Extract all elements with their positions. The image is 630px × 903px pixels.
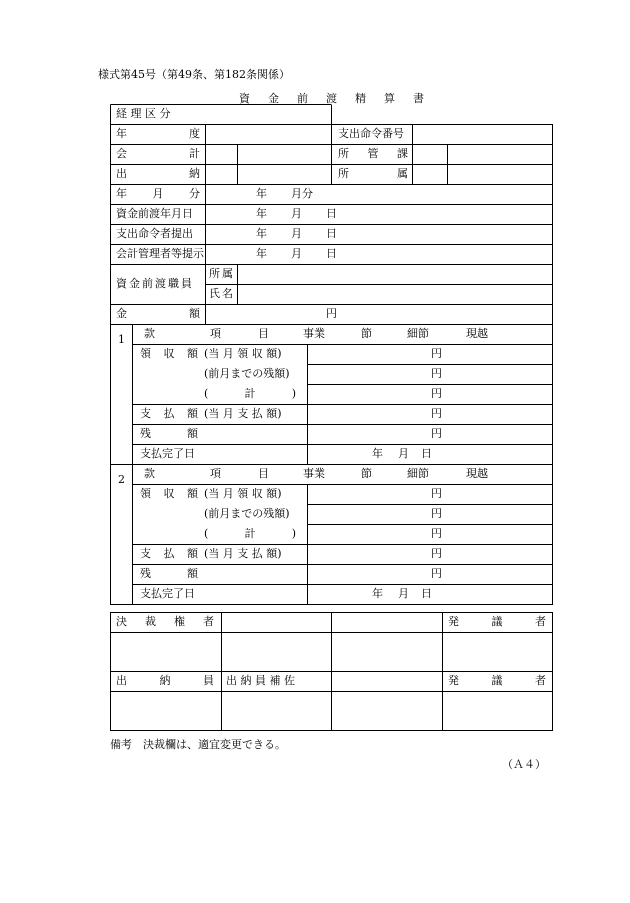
- budget-genetsu: 現越: [466, 327, 488, 340]
- label-char: 員: [203, 674, 214, 687]
- tsukibun-nen: 年: [256, 187, 267, 200]
- label-char: 発: [448, 674, 459, 687]
- label-char: 出: [116, 167, 127, 180]
- label-char: 所: [209, 267, 220, 280]
- yen-unit: 円: [431, 347, 442, 360]
- budget-kou: 項: [210, 467, 221, 480]
- label-shokuin-shozoku: [209, 267, 233, 281]
- label-char: 納: [189, 167, 200, 180]
- title-char: 渡: [326, 92, 337, 105]
- label-nendo: [116, 127, 200, 141]
- label-char: 裁: [145, 615, 156, 628]
- label-kanryo: 支払完了日: [140, 447, 195, 460]
- label-char: 名: [222, 287, 233, 300]
- label-char: 収: [163, 487, 175, 500]
- label-ryoshu: [140, 347, 198, 361]
- label-suitoin-hosa: 出 納 員 補 佐: [226, 674, 295, 687]
- label-char: 額: [187, 567, 198, 580]
- kanryo-nen: 年: [372, 587, 383, 600]
- title-char: 資: [239, 92, 250, 105]
- budget-moku: 目: [258, 327, 269, 340]
- label-touzuki-ryoshu: (当 月 領 収 額): [204, 487, 282, 500]
- label-char: 出: [116, 674, 127, 687]
- kanryo-tsuki: 月: [398, 587, 409, 600]
- yen-unit: 円: [431, 567, 442, 580]
- form-code: 様式第45号（第49条、第182条関係）: [98, 68, 290, 81]
- label-shiharai: [140, 547, 198, 561]
- label-char: 納: [159, 674, 171, 687]
- label-char: 属: [222, 267, 233, 280]
- tsukibun-getsubun: 月分: [291, 187, 313, 200]
- section-number: 1: [118, 333, 125, 346]
- label-char: 者: [535, 674, 546, 687]
- label-shozoku: [338, 167, 408, 181]
- label-char: 議: [491, 615, 503, 628]
- label-char: 額: [189, 307, 200, 320]
- date-tsuki: 月: [291, 247, 302, 260]
- yen-unit: 円: [431, 427, 442, 440]
- label-char: 支: [140, 407, 151, 420]
- date-hi: 日: [326, 247, 337, 260]
- kanryo-hi: 日: [421, 447, 432, 460]
- label-kingaku: [116, 307, 200, 321]
- label-char: 収: [163, 347, 175, 360]
- label-zengetsu-zan: (前月までの残額): [204, 367, 290, 380]
- label-char: 分: [189, 187, 200, 200]
- label-char: 残: [140, 427, 151, 440]
- kanryo-tsuki: 月: [398, 447, 409, 460]
- label-char: ): [291, 387, 296, 400]
- section-number: 2: [118, 473, 125, 486]
- title-char: 算: [384, 92, 395, 105]
- label-kei: [204, 527, 296, 541]
- label-char: 者: [203, 615, 214, 628]
- budget-saisetsu: 細節: [407, 327, 429, 340]
- date-hi: 日: [326, 227, 337, 240]
- yen-unit: 円: [431, 367, 442, 380]
- yen-unit: 円: [431, 527, 442, 540]
- kingaku-yen: 円: [326, 307, 337, 320]
- title-char: 金: [268, 92, 279, 105]
- label-char: 年: [116, 127, 127, 140]
- label-char: 額: [187, 407, 198, 420]
- label-char: ): [291, 527, 296, 540]
- label-shokan: [338, 147, 408, 161]
- label-char: 議: [491, 674, 503, 687]
- label-char: 金: [116, 307, 127, 320]
- label-char: (: [204, 527, 209, 540]
- date-nen: 年: [256, 227, 267, 240]
- label-suito: [116, 167, 200, 181]
- label-char: 払: [163, 547, 175, 560]
- label-char: 属: [397, 167, 408, 180]
- label-char: 支: [140, 547, 151, 560]
- label-meireisha-teishutsu: 支出命令者提出: [116, 227, 193, 240]
- label-char: 氏: [209, 287, 220, 300]
- label-hatsugi-2: [448, 674, 546, 688]
- label-shokuin: 資金前渡職員: [116, 277, 194, 290]
- label-char: 計: [244, 387, 256, 400]
- budget-jigyo: 事業: [303, 467, 325, 480]
- label-char: 計: [189, 147, 200, 160]
- remarks: 備考 決裁欄は、適宜変更できる。: [110, 738, 286, 751]
- label-zengetsu-zan: (前月までの残額): [204, 507, 290, 520]
- label-touzuki-shiharai: (当 月 支 払 額): [204, 547, 282, 560]
- date-tsuki: 月: [291, 207, 302, 220]
- label-shokuin-shimei: [209, 287, 233, 301]
- budget-kou: 項: [210, 327, 221, 340]
- label-char: 会: [116, 147, 127, 160]
- label-tsukibun: [116, 187, 200, 201]
- label-kei: [204, 387, 296, 401]
- title-char: 書: [413, 92, 424, 105]
- label-char: 額: [187, 487, 198, 500]
- settlement-table: [110, 104, 553, 605]
- label-hatsugi: [448, 615, 546, 629]
- label-ryoshu: [140, 487, 198, 501]
- kanryo-nen: 年: [372, 447, 383, 460]
- label-zangaku: [140, 567, 198, 581]
- label-char: 年: [116, 187, 127, 200]
- budget-jigyo: 事業: [303, 327, 325, 340]
- label-shiharai: [140, 407, 198, 421]
- yen-unit: 円: [431, 407, 442, 420]
- budget-setsu: 節: [361, 467, 372, 480]
- approval-grid: [110, 612, 553, 731]
- date-hi: 日: [326, 207, 337, 220]
- label-shishutsu-bango: 支出命令番号: [338, 127, 404, 140]
- label-kanryo: 支払完了日: [140, 587, 195, 600]
- label-char: 発: [448, 615, 459, 628]
- budget-kan: 款: [144, 467, 155, 480]
- yen-unit: 円: [431, 487, 442, 500]
- date-nen: 年: [256, 247, 267, 260]
- budget-moku: 目: [258, 467, 269, 480]
- budget-kan: 款: [144, 327, 155, 340]
- date-nen: 年: [256, 207, 267, 220]
- label-char: 領: [140, 347, 151, 360]
- label-char: (: [204, 387, 209, 400]
- label-char: 決: [116, 615, 127, 628]
- label-keiri: 経 理 区 分: [116, 107, 171, 120]
- label-zangaku: [140, 427, 198, 441]
- label-char: 権: [174, 615, 185, 628]
- title-char: 精: [355, 92, 366, 105]
- label-char: 者: [535, 615, 546, 628]
- yen-unit: 円: [431, 547, 442, 560]
- label-char: 額: [187, 547, 198, 560]
- budget-setsu: 節: [361, 327, 372, 340]
- label-kanrisha-teiji: 会計管理者等提示: [116, 247, 204, 260]
- kanryo-hi: 日: [421, 587, 432, 600]
- label-kessai: [116, 615, 214, 629]
- title-char: 前: [297, 92, 308, 105]
- label-char: 度: [189, 127, 200, 140]
- budget-saisetsu: 細節: [407, 467, 429, 480]
- label-char: 管: [367, 147, 379, 160]
- label-char: 計: [244, 527, 256, 540]
- label-kaikei: [116, 147, 200, 161]
- label-char: 残: [140, 567, 151, 580]
- label-char: 所: [338, 147, 349, 160]
- budget-genetsu: 現越: [466, 467, 488, 480]
- label-char: 課: [397, 147, 408, 160]
- label-char: 所: [338, 167, 349, 180]
- label-suitoin: [116, 674, 214, 688]
- label-touzuki-shiharai: (当 月 支 払 額): [204, 407, 282, 420]
- label-char: 領: [140, 487, 151, 500]
- label-char: 払: [163, 407, 175, 420]
- yen-unit: 円: [431, 507, 442, 520]
- label-char: 月: [152, 187, 164, 200]
- paper-size: （Ａ４）: [502, 758, 546, 771]
- approval-table: [110, 612, 553, 731]
- date-tsuki: 月: [291, 227, 302, 240]
- yen-unit: 円: [431, 387, 442, 400]
- label-char: 額: [187, 427, 198, 440]
- label-maewatashi-date: 資金前渡年月日: [116, 207, 193, 220]
- label-char: 額: [187, 347, 198, 360]
- label-touzuki-ryoshu: (当 月 領 収 額): [204, 347, 282, 360]
